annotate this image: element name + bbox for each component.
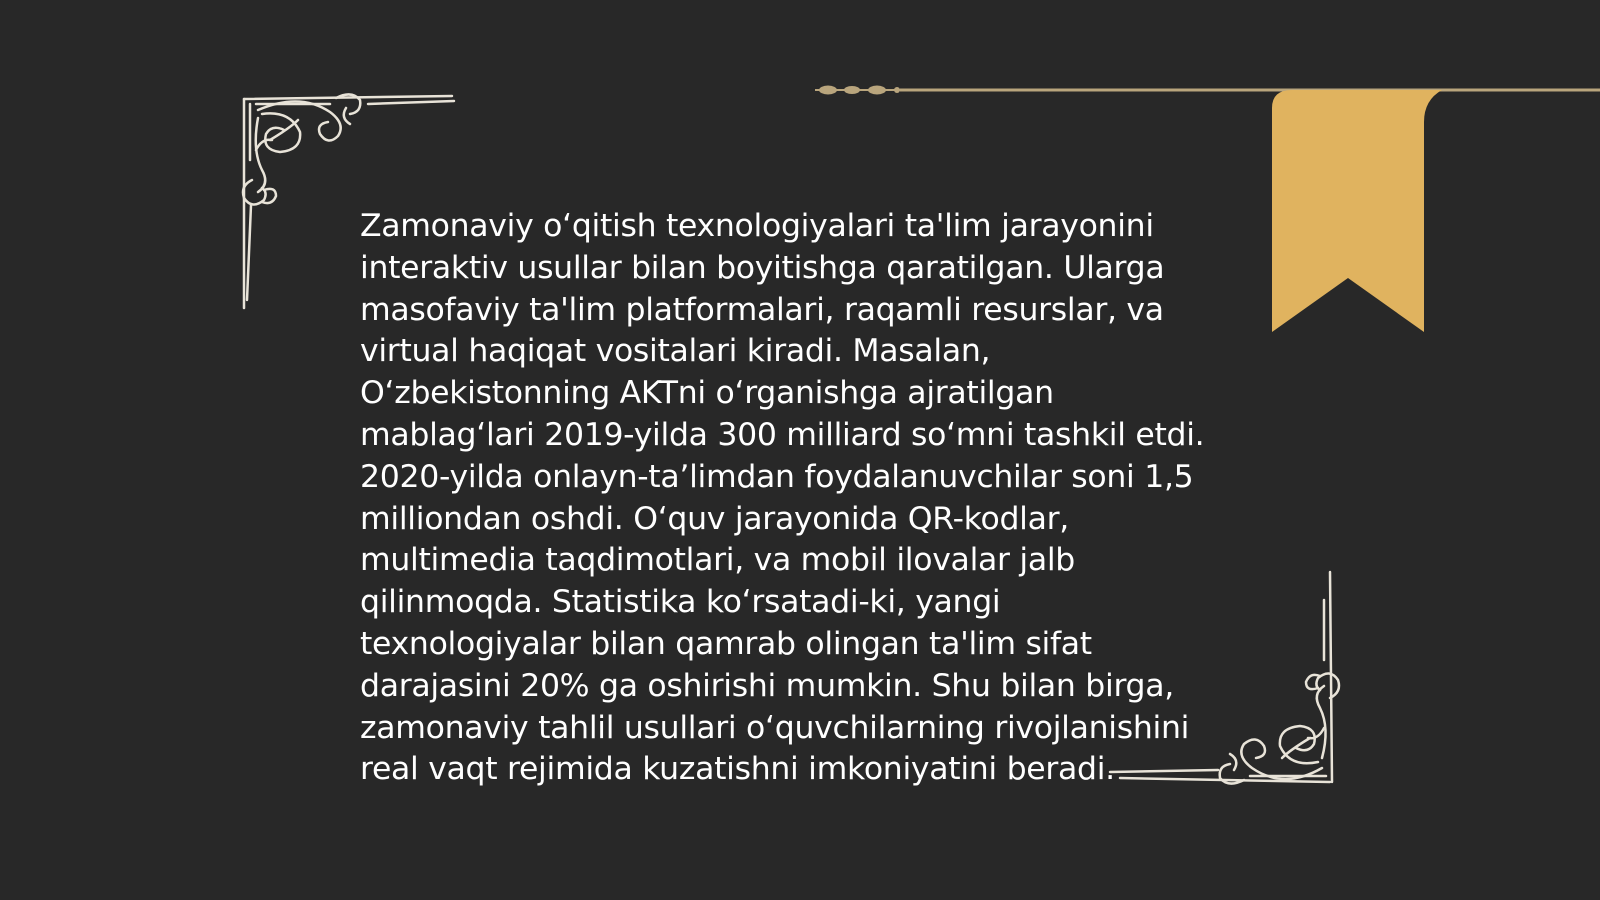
bookmark-ribbon-icon bbox=[1272, 90, 1442, 332]
body-paragraph: Zamonaviy o‘qitish texnologiyalari ta'lim jarayonini interaktiv usullar bilan boyitishga qaratilgan. Ularga masofaviy ta'lim platformalari, raqamli resurslar, va virtual haqiqat vositalari kiradi. Masalan, O‘zbekistonning AKTni o‘rganishga ajratilgan mablag‘lari 2019-yilda 300 milliard so‘mni tashkil etdi. 2020-yilda onlayn-ta’limdan foydalanuvchilar soni 1,5 milliondan oshdi. O‘quv jarayonida QR-kodlar, multimedia taqdimotlari, va mobil ilovalar jalb qilinmoqda. Statistika ko‘rsatadi-ki, yangi texnologiyalar bilan qamrab olingan ta'lim sifat darajasini 20% ga oshirishi mumkin. Shu bilan birga, zamonaviy tahlil usullari o‘quvchilarning rivojlanishini real vaqt rejimida kuzatishni imkoniyatini beradi. bbox=[360, 208, 1205, 788]
top-rule-ornament bbox=[815, 86, 1600, 95]
